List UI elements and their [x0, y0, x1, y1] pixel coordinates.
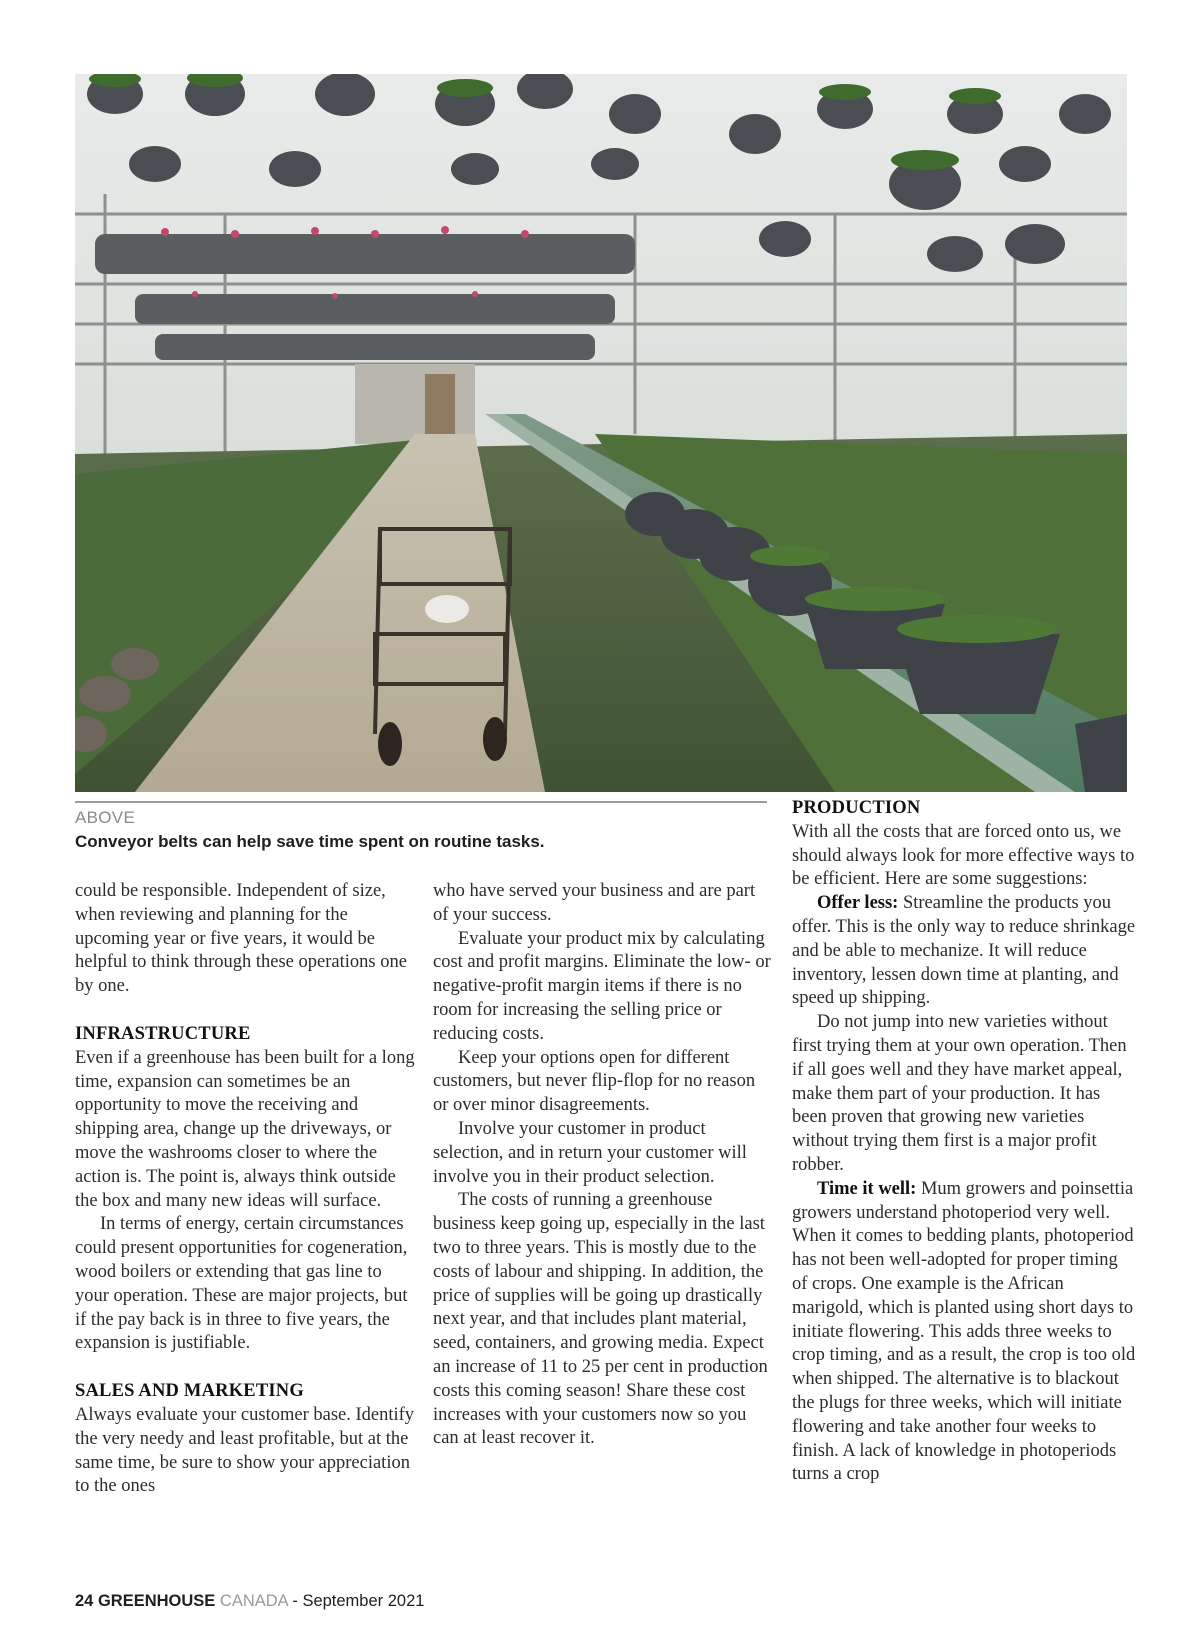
lead-in-time-it-well: Time it well:	[817, 1178, 917, 1199]
paragraph: Always evaluate your customer base. Identify the very needy and least profitable, but at the same time, be sure to show your appreciation to the ones	[75, 1404, 415, 1497]
paragraph: could be responsible. Independent of size, when reviewing and planning for the upcoming year or five years, it would be helpful to think through these operations one by one.	[75, 881, 407, 997]
greenhouse-photo	[75, 74, 1127, 792]
paragraph: With all the costs that are forced onto us, we should always look for more effective ways to be efficient. Here are some suggestions:	[792, 821, 1135, 890]
paragraph: who have served your business and are part of your success.	[433, 881, 756, 925]
paragraph: In terms of energy, certain circumstances could present opportunities for cogeneration, wood boilers or extending that gas line to your operation. These are major projects, but if the pay back is in three to five years, the expansion is justifiable.	[75, 1214, 408, 1354]
paragraph: Involve your customer in product selection, and in return your customer will involve you in their product selection.	[433, 1118, 747, 1187]
greenhouse-conveyor-illustration	[75, 74, 1127, 792]
caption-kicker: ABOVE	[75, 808, 136, 827]
article-column-1	[75, 880, 415, 1499]
caption-rule	[75, 801, 767, 803]
section-heading-sales-marketing: SALES AND MARKETING	[75, 1381, 304, 1402]
magazine-name-light: CANADA	[219, 1592, 288, 1610]
issue-date: - September 2021	[292, 1592, 425, 1610]
paragraph-offer-less	[792, 892, 1137, 1011]
paragraph-text: Streamline the products you offer. This is the only way to reduce shrinkage and be able to mechanize. It will reduce inventory, lessen down time at planting, and speed up shipping.	[792, 893, 1136, 1009]
magazine-name-bold: GREENHOUSE	[97, 1592, 216, 1610]
section-heading-production: PRODUCTION	[792, 798, 921, 818]
paragraph-time-it-well	[792, 1178, 1137, 1487]
caption-text: Conveyor belts can help save time spent on routine tasks.	[75, 832, 545, 851]
paragraph: The costs of running a greenhouse business keep going up, especially in the last two to three years. This is mostly due to the costs of labour and shipping. In addition, the price of supplies will be going up drastically next year, and that includes plant material, seed, containers, and growing media. Expect an increase of 11 to 25 per cent in production costs this coming season! Share these cost increases with your customers now so you can at least recover it.	[433, 1190, 768, 1449]
paragraph: Keep your options open for different customers, but never flip-flop for no reason or over minor disagreements.	[433, 1047, 756, 1116]
paragraph-text: Mum growers and poinsettia growers understand photoperiod very well. When it comes to bedding plants, photoperiod has not been well-adopted for proper timing of crops. One example is the African marigold, which is planted using short days to initiate flowering. This adds three weeks to crop timing, and as a result, the crop is too old when shipped. The alternative is to blackout the plugs for three weeks, which will initiate flowering and take another four weeks to finish. A lack of knowledge in photoperiods turns a crop	[792, 1178, 1136, 1485]
paragraph: Evaluate your product mix by calculating cost and profit margins. Eliminate the low- or negative-profit margin items if there is no room for increasing the selling price or reducing costs.	[433, 928, 771, 1044]
article-column-3	[792, 797, 1137, 1487]
paragraph: Even if a greenhouse has been built for a long time, expansion can sometimes be an opportunity to move the receiving and shipping area, change up the driveways, or move the washrooms closer to where the action is. The point is, always think outside the box and many new ideas will surface.	[75, 1047, 415, 1211]
paragraph: Do not jump into new varieties without first trying them at your own operation. Then if all goes well and they have market appeal, make them part of your production. It has been proven that growing new varieties without trying them first is a major profit robber.	[792, 1012, 1127, 1175]
page-footer	[75, 1592, 424, 1611]
article-column-2	[433, 880, 773, 1451]
page-number: 24	[75, 1592, 94, 1610]
lead-in-offer-less: Offer less:	[817, 893, 899, 914]
section-heading-infrastructure: INFRASTRUCTURE	[75, 1023, 251, 1044]
